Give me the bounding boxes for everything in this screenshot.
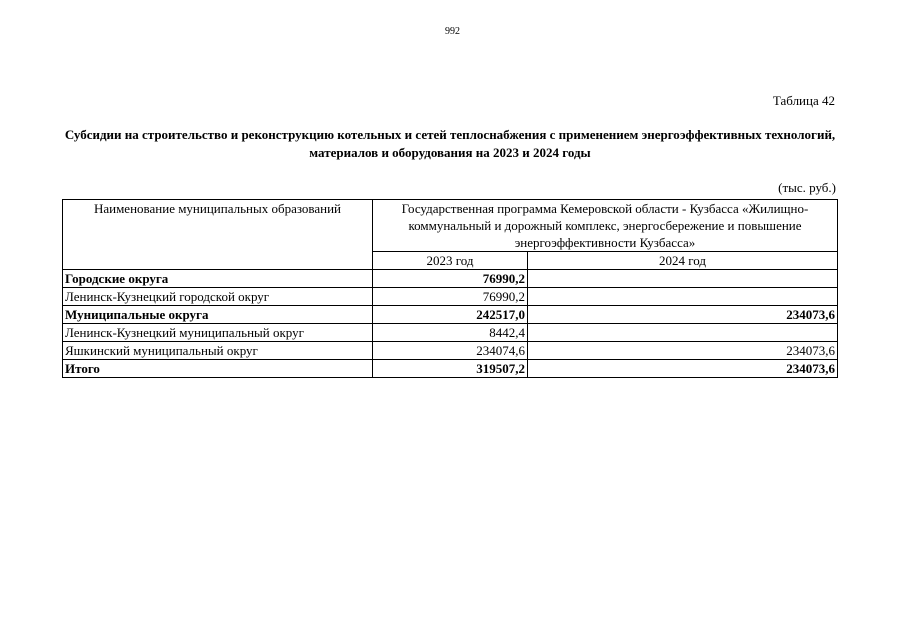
subsidy-table — [62, 199, 838, 378]
row-name: Ленинск-Кузнецкий муниципальный округ — [63, 324, 373, 342]
page-number: 992 — [445, 26, 460, 37]
table-label: Таблица 42 — [772, 93, 835, 108]
row-value-2023: 319507,2 — [373, 360, 528, 378]
row-name: Городские округа — [63, 270, 373, 288]
header-year-2023: 2023 год — [373, 252, 528, 270]
table-row — [63, 342, 838, 360]
row-value-2024 — [528, 270, 838, 288]
header-year-2024: 2024 год — [528, 252, 838, 270]
row-value-2024 — [528, 324, 838, 342]
header-program: Государственная программа Кемеровской области - Кузбасса «Жилищно-коммунальный и дорожный комплекс, энергосбережение и повышение энергоэффективности Кузбасса» — [373, 200, 838, 252]
row-value-2023: 234074,6 — [373, 342, 528, 360]
header-name: Наименование муниципальных образований — [63, 200, 373, 270]
row-value-2023: 76990,2 — [373, 270, 528, 288]
table-row — [63, 324, 838, 342]
row-value-2024: 234073,6 — [528, 306, 838, 324]
table-row — [63, 306, 838, 324]
document-title: Субсидии на строительство и реконструкцию котельных и сетей теплоснабжения с применением энергоэффективных технологий, материалов и оборудования на 2023 и 2024 годы — [64, 127, 836, 160]
units-label: (тыс. руб.) — [778, 180, 836, 195]
table-row — [63, 270, 838, 288]
row-name: Ленинск-Кузнецкий городской округ — [63, 288, 373, 306]
table-row — [63, 288, 838, 306]
row-value-2024: 234073,6 — [528, 360, 838, 378]
row-value-2023: 242517,0 — [373, 306, 528, 324]
row-value-2024: 234073,6 — [528, 342, 838, 360]
row-value-2024 — [528, 288, 838, 306]
row-value-2023: 8442,4 — [373, 324, 528, 342]
row-name: Итого — [63, 360, 373, 378]
table-row-total — [63, 360, 838, 378]
row-name: Муниципальные округа — [63, 306, 373, 324]
row-value-2023: 76990,2 — [373, 288, 528, 306]
row-name: Яшкинский муниципальный округ — [63, 342, 373, 360]
